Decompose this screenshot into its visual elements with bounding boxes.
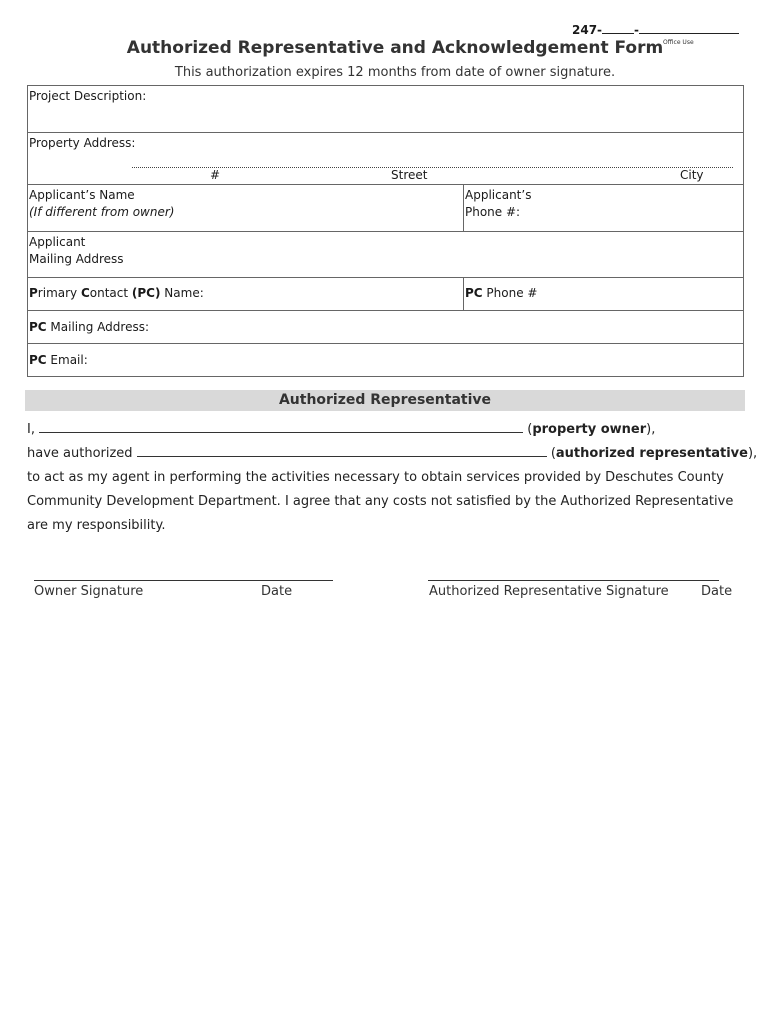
owner-signature-line[interactable] [34,580,333,581]
applicant-phone-cell[interactable] [463,185,745,231]
rep-date-label: Date [701,584,733,599]
form-table [27,85,744,377]
pc-email-cell [28,344,743,377]
pc-name-ontact: ontact [89,286,132,300]
office-blank-2[interactable] [639,22,739,34]
pc-phone-rest: Phone # [482,286,538,300]
statement-line-3: to act as my agent in performing the activities necessary to obtain services provided by Deschutes County [27,470,724,485]
pc-name-rest: Name: [160,286,204,300]
statement-line-4: Community Development Department. I agree that any costs not satisfied by the Authorized Representative [27,494,734,509]
applicant-mailing-cell [28,232,743,277]
pc-name-rimary: rimary [37,286,81,300]
pc-email-rest: Email: [46,353,88,367]
applicant-name-label: Applicant’s Name [29,188,135,202]
pc-name-pc: (PC) [131,286,161,300]
pc-mailing-rest: Mailing Address: [46,320,150,334]
row-project-description[interactable] [28,86,743,133]
statement-line-2: have authorized (authorized representative), [27,442,757,466]
rep-signature-label: Authorized Representative Signature [429,584,669,599]
statement-i: I, [27,422,40,437]
authorized-rep-blank[interactable] [137,443,547,457]
row-pc-name [28,278,743,311]
row-applicant-name [28,185,743,232]
statement-line-1: I, (property owner), [27,418,655,442]
pc-name-cell[interactable] [28,278,463,310]
applicant-mailing-label-2: Mailing Address [29,252,124,266]
office-use-number[interactable] [572,22,739,37]
pc-name-p: P [29,286,38,300]
row-pc-mailing[interactable] [28,311,743,344]
applicant-name-cell[interactable] [28,185,463,231]
page-title: Authorized Representative and Acknowledgement Form [126,38,664,58]
project-description-label: Project Description: [29,89,147,103]
have-authorized-text: have authorized [27,446,137,461]
applicant-phone-label-1: Applicant’s [465,188,532,202]
applicant-name-note: (If different from owner) [29,205,175,219]
applicant-phone-label-2: Phone #: [465,205,521,219]
address-city-label: City [680,168,704,182]
property-owner-blank[interactable] [39,419,523,433]
property-owner-label: property owner [532,422,647,437]
row-pc-email[interactable] [28,344,743,377]
pc-mailing-cell [28,311,743,343]
applicant-mailing-label-1: Applicant [29,235,86,249]
row-applicant-mailing[interactable] [28,232,743,278]
section-heading: Authorized Representative [25,390,745,411]
pc-email-pc: PC [29,353,47,367]
address-number-label: # [210,168,221,182]
pc-name-c: C [80,286,90,300]
pc-phone-pc: PC [465,286,483,300]
pc-phone-cell[interactable] [463,278,745,310]
address-street-label: Street [391,168,428,182]
page-subtitle: This authorization expires 12 months from date of owner signature. [174,65,616,80]
office-dash: - [634,23,640,37]
address-dotted-line[interactable] [132,167,733,168]
statement-line-5: are my responsibility. [27,518,166,533]
rep-signature-line[interactable] [428,580,719,581]
office-use-label: Office Use [663,39,694,46]
owner-date-label: Date [261,584,293,599]
office-blank-1[interactable] [602,22,634,34]
property-address-label: Property Address: [29,136,136,150]
owner-signature-label: Owner Signature [34,584,144,599]
pc-mailing-pc: PC [29,320,47,334]
office-prefix: 247- [572,23,603,37]
row-property-address[interactable] [28,133,743,185]
authorized-rep-label: authorized representative [555,446,748,461]
